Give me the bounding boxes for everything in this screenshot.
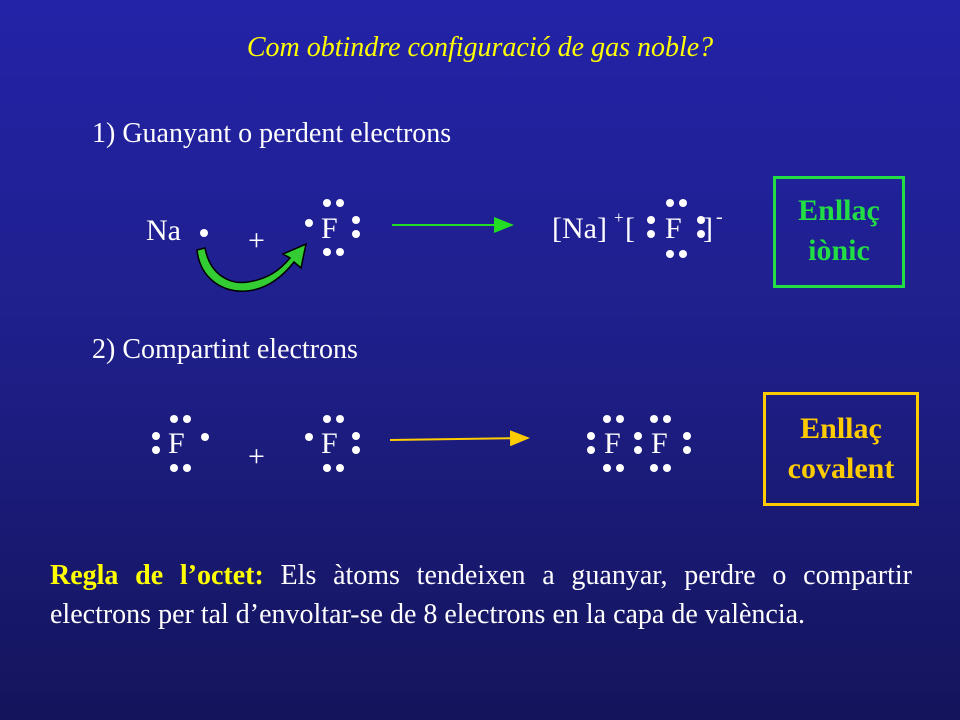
ionic-box-line2: iònic (808, 234, 870, 267)
product-f: F (665, 212, 682, 245)
product-f-right: F (651, 427, 668, 460)
covalent-box-line1: Enllaç (800, 412, 882, 445)
heading-sharing: 2) Compartint electrons (92, 334, 358, 365)
heading-gain-lose: 1) Guanyant o perdent electrons (92, 118, 452, 149)
bracket-open: [ (625, 212, 635, 245)
octet-rule-body: Els àtoms tendeixen a guanyar, perdre o compartir electrons per tal d’envoltar-se de 8 electrons en la capa de valència. (50, 560, 913, 630)
product-na: [Na] (552, 212, 607, 245)
plus-sign-2: + (248, 440, 265, 473)
slide-title: Com obtindre configuració de gas noble? (246, 32, 714, 63)
plus-sign-1: + (248, 224, 265, 257)
charge-plus: + (614, 208, 624, 227)
electron-transfer-arrow (197, 244, 306, 291)
symbol-f-left: F (168, 427, 185, 460)
product-f-left: F (604, 427, 621, 460)
bracket-close: ] (703, 212, 713, 245)
reaction-arrow-covalent (390, 438, 528, 440)
covalent-box-line2: covalent (787, 452, 895, 485)
symbol-f: F (321, 212, 338, 245)
charge-minus: - (716, 206, 723, 228)
ionic-box-line1: Enllaç (798, 194, 880, 227)
octet-rule-text (50, 556, 912, 634)
octet-rule-label: Regla de l’octet: (50, 560, 264, 591)
symbol-na: Na (146, 214, 181, 247)
symbol-f-right: F (321, 427, 338, 460)
